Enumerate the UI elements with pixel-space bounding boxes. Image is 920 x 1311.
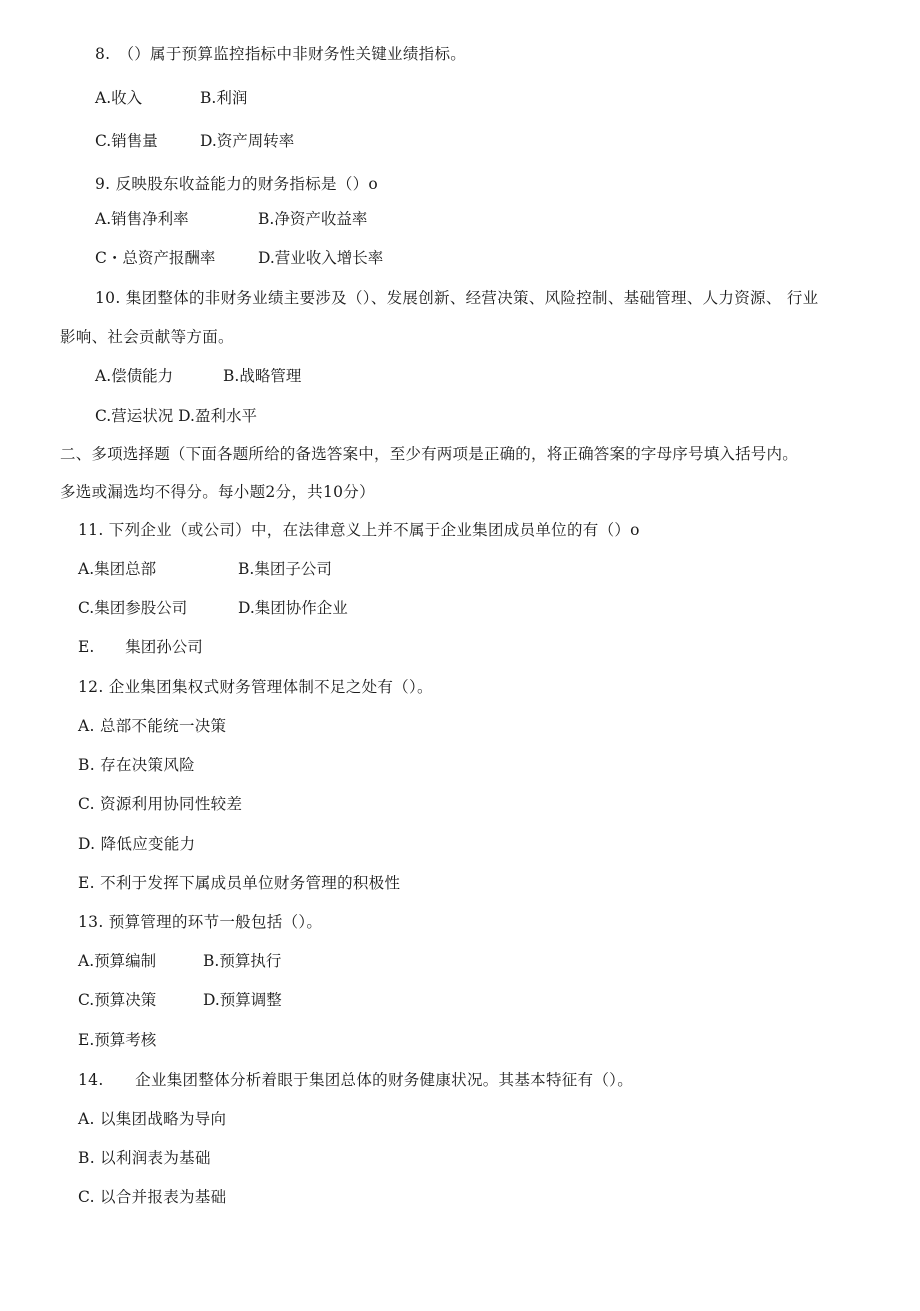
q12-option-e: E. 不利于发挥下属成员单位财务管理的积极性 (78, 874, 401, 892)
q12-option-a: A. 总部不能统一决策 (78, 717, 227, 735)
q11-option-e: E. 集团孙公司 (78, 638, 203, 656)
q9-option-a: A.销售净利率 (95, 210, 189, 228)
q8-stem: 8. （）属于预算监控指标中非财务性关键业绩指标。 (95, 45, 467, 63)
q14-option-a: A. 以集团战略为导向 (78, 1110, 227, 1128)
q8-option-d: D.资产周转率 (200, 132, 295, 150)
q14-stem: 14. 企业集团整体分析着眼于集团总体的财务健康状况。其基本特征有（）。 (78, 1071, 634, 1089)
q13-option-b: B.预算执行 (203, 952, 282, 970)
section2-heading-line1: 二、多项选择题（下面各题所给的备选答案中，至少有两项是正确的，将正确答案的字母序号填入括号内。 (60, 445, 798, 463)
q10-stem-line1: 10. 集团整体的非财务业绩主要涉及（）、发展创新、经营决策、风险控制、基础管理、人力资源、 行业 (95, 289, 819, 307)
q12-option-d: D. 降低应变能力 (78, 835, 196, 853)
q8-option-c: C.销售量 (95, 132, 158, 150)
q13-option-d: D.预算调整 (203, 991, 282, 1009)
q8-option-b: B.利润 (200, 89, 248, 107)
q13-option-a: A.预算编制 (78, 952, 157, 970)
q13-option-e: E.预算考核 (78, 1031, 157, 1049)
q9-stem: 9. 反映股东收益能力的财务指标是（）o (95, 175, 379, 193)
q10-option-a: A.偿债能力 (95, 367, 174, 385)
q12-option-b: B. 存在决策风险 (78, 756, 195, 774)
q8-option-a: A.收入 (95, 89, 143, 107)
q11-option-d: D.集团协作企业 (238, 599, 348, 617)
q14-option-c: C. 以合并报表为基础 (78, 1188, 227, 1206)
section2-heading-line2: 多选或漏选均不得分。每小题2分，共10分） (60, 483, 375, 501)
q11-option-c: C.集团参股公司 (78, 599, 188, 617)
q12-option-c: C. 资源利用协同性较差 (78, 795, 243, 813)
q11-option-a: A.集团总部 (78, 560, 157, 578)
q14-option-b: B. 以利润表为基础 (78, 1149, 211, 1167)
q10-stem-line2: 影响、社会贡献等方面。 (60, 328, 234, 346)
q11-option-b: B.集团子公司 (238, 560, 332, 578)
q10-option-b: B.战略管理 (223, 367, 302, 385)
q13-option-c: C.预算决策 (78, 991, 157, 1009)
q9-option-d: D.营业收入增长率 (258, 249, 384, 267)
q13-stem: 13. 预算管理的环节一般包括（）。 (78, 913, 323, 931)
q10-options-cd: C.营运状况 D.盈利水平 (95, 407, 257, 425)
q11-stem: 11. 下列企业（或公司）中，在法律意义上并不属于企业集团成员单位的有（）o (78, 521, 640, 539)
q9-option-c: C・总资产报酬率 (95, 249, 216, 267)
q9-option-b: B.净资产收益率 (258, 210, 368, 228)
q12-stem: 12. 企业集团集权式财务管理体制不足之处有（）。 (78, 678, 433, 696)
